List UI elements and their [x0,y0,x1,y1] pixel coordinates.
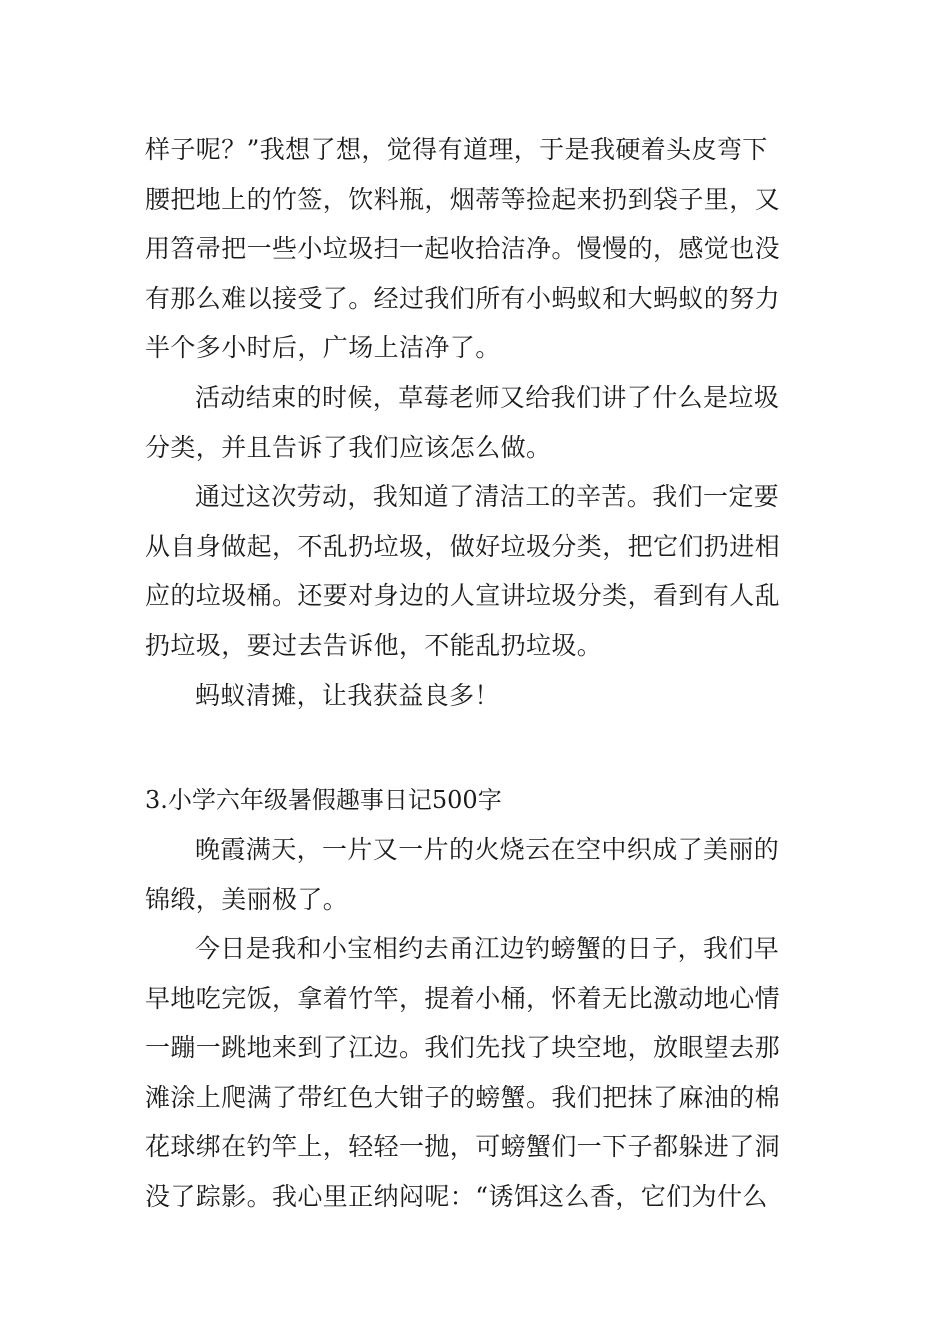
text-line: 锦缎，美丽极了。 [145,884,349,914]
text-line: 扔垃圾，要过去告诉他，不能乱扔垃圾。 [145,630,603,660]
paragraph-lesson-learned [145,472,810,670]
text-line: 分类，并且告诉了我们应该怎么做。 [145,432,552,462]
text-line: 没了踪影。我心里正纳闷呢：“诱饵这么香，它们为什么 [145,1181,768,1211]
text-line: 腰把地上的竹签，饮料瓶，烟蒂等捡起来扔到袋子里，又 [145,184,781,214]
text-line: 早地吃完饭，拿着竹竿，提着小桶，怀着无比激动地心情 [145,983,781,1013]
paragraph-crab-fishing [145,924,810,1221]
text-line: 晚霞满天，一片又一片的火烧云在空中织成了美丽的 [195,835,780,864]
text-line: 一蹦一跳地来到了江边。我们先找了块空地，放眼望去那 [145,1033,781,1062]
paragraph-sunset [145,825,810,924]
text-line: 从自身做起，不乱扔垃圾，做好垃圾分类，把它们扔进相 [145,531,781,561]
text-line: 活动结束的时候，草莓老师又给我们讲了什么是垃圾 [195,383,780,412]
text-line: 通过这次劳动，我知道了清洁工的辛苦。我们一定要 [195,482,780,511]
text-line: 蚂蚁清摊，让我获益良多！ [195,681,500,710]
paragraph-garbage-sorting [145,373,810,472]
text-line: 花球绑在钓竿上，轻轻一抛，可螃蟹们一下子都躲进了洞 [145,1132,781,1161]
text-line: 半个多小时后，广场上洁净了。 [145,333,501,362]
section-heading: 3.小学六年级暑假趣事日记500字 [145,786,502,814]
paragraph-conclusion [145,671,810,721]
text-line: 用笤帚把一些小垃圾扫一起收拾洁净。慢慢的，感觉也没 [145,234,781,263]
text-line: 滩涂上爬满了带红色大钳子的螃蟹。我们把抹了麻油的棉 [145,1082,781,1112]
text-line: 今日是我和小宝相约去甬江边钓螃蟹的日子，我们早 [195,934,780,963]
text-line: 有那么难以接受了。经过我们所有小蚂蚁和大蚂蚁的努力 [145,283,781,313]
paragraph-cleanup-continued [145,125,810,373]
text-line: 应的垃圾桶。还要对身边的人宣讲垃圾分类，看到有人乱 [145,581,781,610]
text-line: 样子呢？”我想了想，觉得有道理，于是我硬着头皮弯下 [145,135,768,164]
